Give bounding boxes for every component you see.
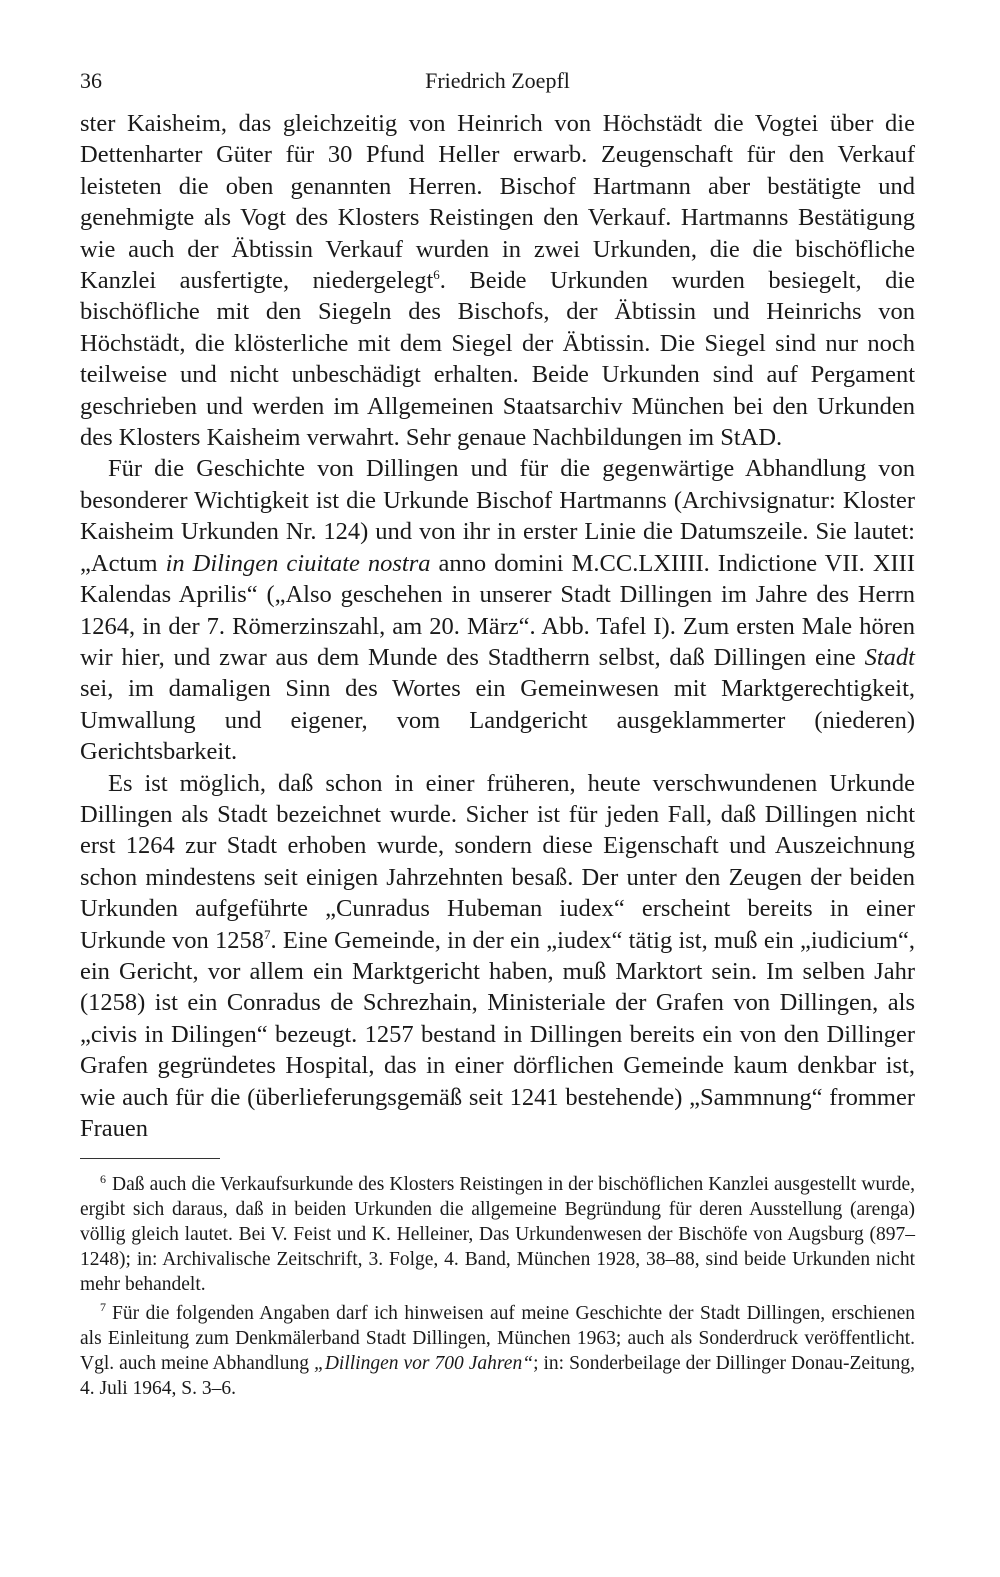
running-head: Friedrich Zoepfl <box>425 68 570 93</box>
footnote-6-mark: 6 <box>100 1171 106 1186</box>
paragraph-2-text-c: sei, im damaligen Sinn des Wortes ein Gemeinwesen mit Marktgerechtigkeit, Umwallung und eigener, vom Landgericht ausgeklammerter (niederen) Gerichtsbarkeit. <box>80 675 915 766</box>
paragraph-2-text-b: anno domini M.CC.LXIIII. Indictione VII. XIII Kalendas Aprilis“ („Also geschehen in unserer Stadt Dillingen im Jahre des Herrn 1264, in der 7. Römerzinszahl, am 20. März“. Abb. Tafel I). Zum ersten Male hören wir hier, und zwar aus dem Munde des Stadtherrn selbst, daß Dillingen eine <box>80 549 915 671</box>
footnote-6-text: Daß auch die Verkaufsurkunde des Klosters Reistingen in der bischöflichen Kanzlei ausgestellt wurde, ergibt sich daraus, daß in beiden Urkunden die allgemeine Begründung für deren Ausstellung (arenga) völlig gleich lautet. Bei V. Feist und K. Helleiner, Das Urkundenwesen der Bischöfe von Augsburg (897–1248); in: Archivalische Zeitschrift, 3. Folge, 4. Band, München 1928, 38–88, sind beide Urkunden nicht mehr behandelt. <box>80 1174 915 1296</box>
footnote-7-text-b: ; in: Sonderbeilage der Dillinger Donau-Zeitung, 4. Juli 1964, S. 3–6. <box>80 1352 915 1399</box>
paragraph-1 <box>80 108 915 453</box>
footnote-ref-6: 6 <box>433 266 440 282</box>
paragraph-2 <box>80 453 915 767</box>
footnote-7-text-a: Für die folgenden Angaben darf ich hinweisen auf meine Geschichte der Stadt Dillingen, erschienen als Einleitung zum Denkmälerband Stadt Dillingen, München 1963; auch als Sonderdruck veröffentlicht. Vgl. auch meine Abhandlung <box>80 1302 915 1374</box>
footnote-6 <box>80 1173 915 1298</box>
footnote-7-italic-title: „Dillingen vor 700 Jahren“ <box>313 1352 534 1374</box>
paragraph-3-text-a: Es ist möglich, daß schon in einer früheren, heute verschwundenen Urkunde Dillingen als Stadt bezeichnet wurde. Sicher ist für jeden Fall, daß Dillingen nicht erst 1264 zur Stadt erhoben wurde, sondern diese Eigenschaft und Auszeichnung schon mindestens seit einigen Jahrzehnten besaß. Der unter den Zeugen der beiden Urkunden aufgeführte „Cunradus Hubeman iudex“ erscheint bereits in einer Urkunde von 1258 <box>80 769 915 954</box>
footnote-ref-7: 7 <box>264 926 271 942</box>
body-text <box>80 108 915 1144</box>
paragraph-1-text-b: . Beide Urkunden wurden besiegelt, die bischöfliche mit den Siegeln des Bischofs, der Äbtissin und Heinrichs von Höchstädt, die klösterliche mit dem Siegel der Äbtissin. Die Siegel sind nur noch teilweise und nicht unbeschädigt erhalten. Beide Urkunden sind auf Pergament geschrieben und werden im Allgemeinen Staatsarchiv München bei den Urkunden des Klosters Kaisheim verwahrt. Sehr genaue Nachbildungen im StAD. <box>80 267 915 452</box>
paragraph-1-text-a: ster Kaisheim, das gleichzeitig von Heinrich von Höchstädt die Vogtei über die Dettenharter Güter für 30 Pfund Heller erwarb. Zeugenschaft für den Verkauf leisteten die oben genannten Herren. Bischof Hartmann aber bestätigte und genehmigte als Vogt des Klosters Reistingen den Verkauf. Hartmanns Bestätigung wie auch der Äbtissin Verkauf wurden in zwei Urkunden, die die bischöfliche Kanzlei ausfertigte, niedergelegt <box>80 110 915 295</box>
footnote-7-mark: 7 <box>100 1300 106 1315</box>
paragraph-3 <box>80 768 915 1145</box>
footnote-7 <box>80 1302 915 1402</box>
footnote-divider <box>80 1158 220 1159</box>
paragraph-2-text-a: Für die Geschichte von Dillingen und für die gegenwärtige Abhandlung von besonderer Wichtigkeit ist die Urkunde Bischof Hartmanns (Archivsignatur: Kloster Kaisheim Urkunden Nr. 124) und von ihr in erster Linie die Datumszeile. Sie lautet: „Actum <box>80 455 915 577</box>
page-number: 36 <box>80 68 102 93</box>
paragraph-2-italic-stadt: Stadt <box>864 643 915 671</box>
paragraph-2-italic-quote: in Dilingen ciuitate nostra <box>165 549 431 577</box>
paragraph-3-text-b: . Eine Gemeinde, in der ein „iudex“ tätig ist, muß ein „iudicium“, ein Gericht, vor allem ein Marktgericht haben, muß Marktort sein. Im selben Jahr (1258) ist ein Conradus de Schrezhain, Ministeriale der Grafen von Dillingen, als „civis in Dilingen“ bezeugt. 1257 bestand in Dillingen bereits ein von den Dillinger Grafen gegründetes Hospital, das in einer dörflichen Gemeinde kaum denkbar ist, wie auch für die (überlieferungsgemäß seit 1241 bestehende) „Sammnung“ frommer Frauen <box>80 926 915 1142</box>
footnotes <box>80 1173 915 1401</box>
page-header <box>80 68 915 108</box>
page <box>80 68 915 1406</box>
